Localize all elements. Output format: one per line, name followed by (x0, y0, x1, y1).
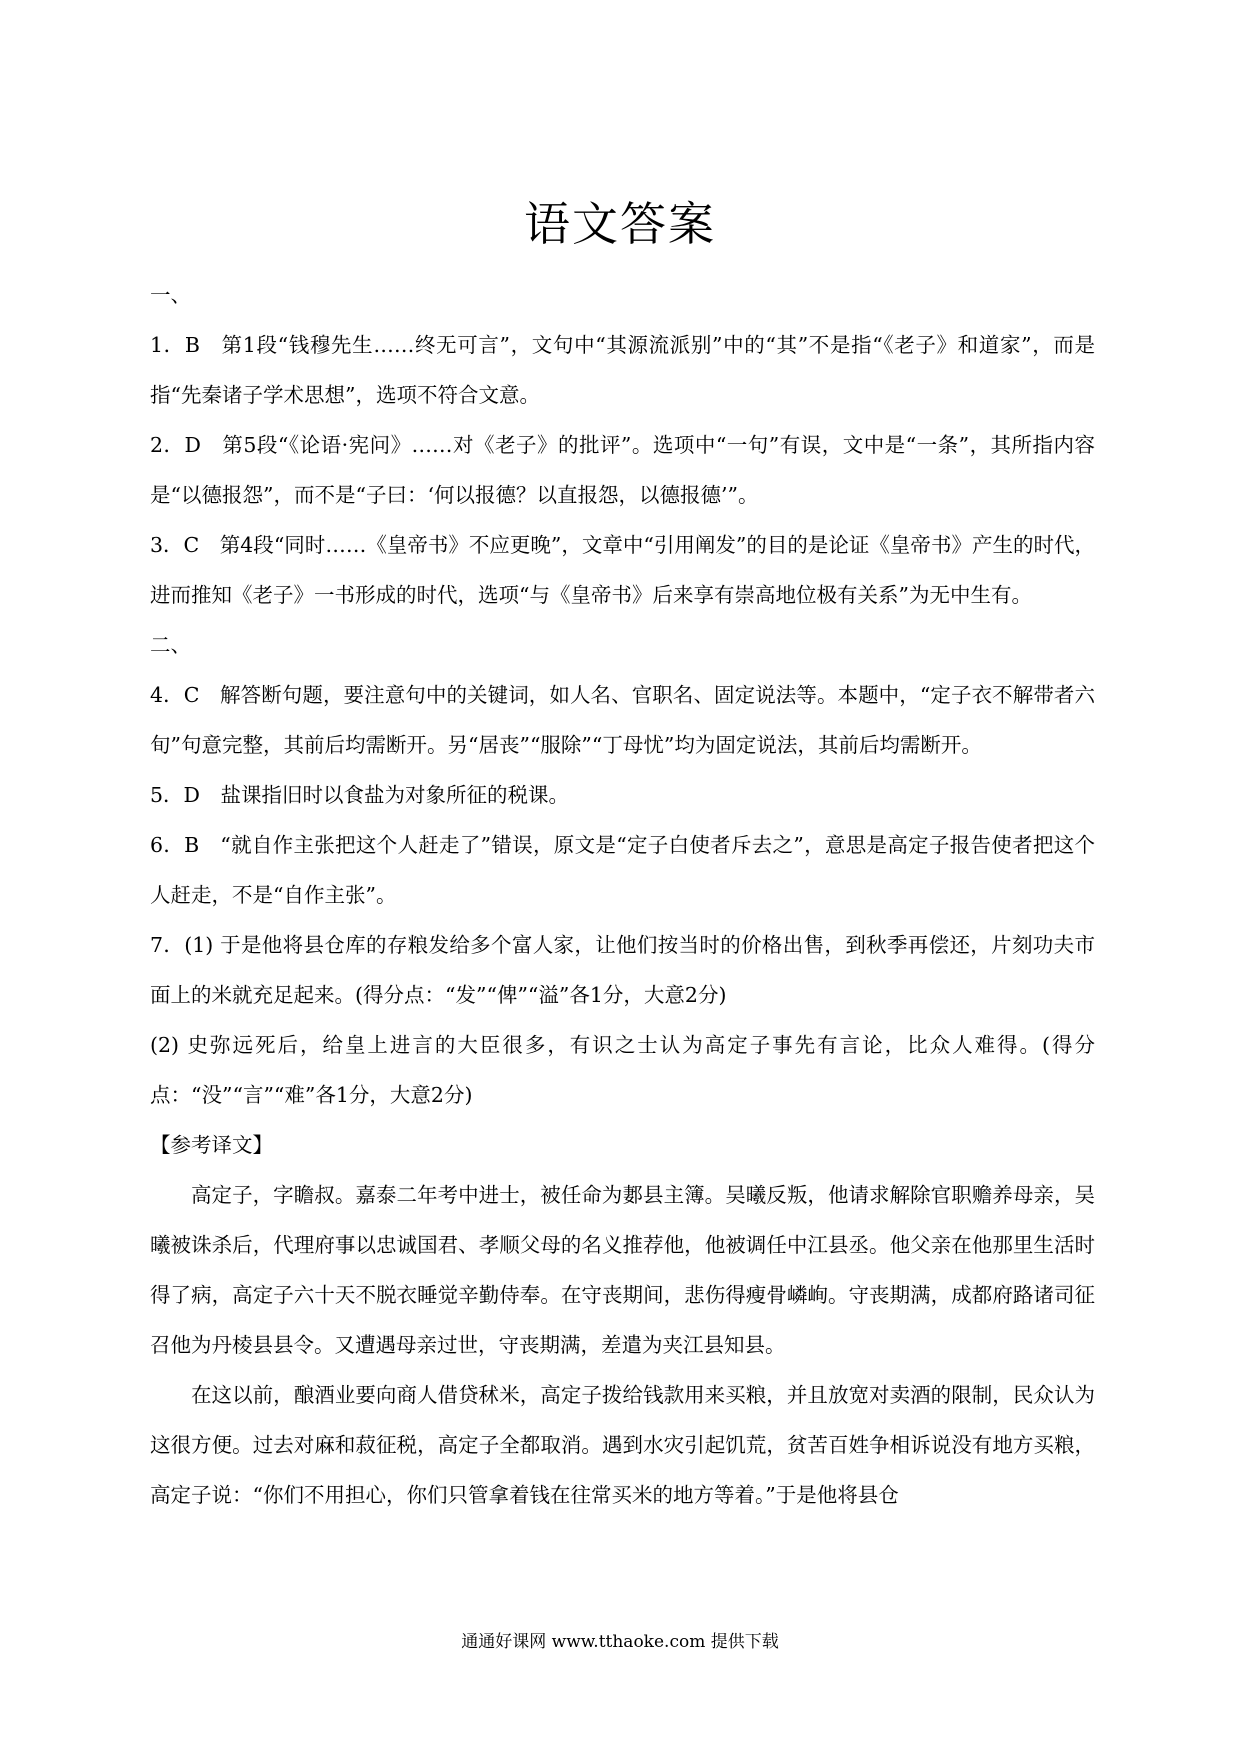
document-body (150, 270, 1095, 1520)
answer-4: 4．C 解答断句题，要注意句中的关键词，如人名、官职名、固定说法等。本题中，“定子衣不解带者六旬”句意完整，其前后均需断开。另“居丧”“服除”“丁母忧”均为固定说法，其前后均需断开。 (150, 683, 1095, 757)
document-title: 语文答案 (524, 197, 716, 251)
section-heading-1: 一、 (150, 283, 191, 307)
reference-translation-heading: 【参考译文】 (150, 1133, 273, 1157)
translation-paragraph-1: 高定子，字瞻叔。嘉泰二年考中进士，被任命为郪县主簿。吴曦反叛，他请求解除官职赡养母亲，吴曦被诛杀后，代理府事以忠诚国君、孝顺父母的名义推荐他，他被调任中江县丞。他父亲在他那里生活时得了病，高定子六十天不脱衣睡觉辛勤侍奉。在守丧期间，悲伤得瘦骨嶙峋。守丧期满，成都府路诸司征召他为丹棱县县令。又遭遇母亲过世，守丧期满，差遣为夹江县知县。 (150, 1183, 1095, 1357)
translation-paragraph-2: 在这以前，酿酒业要向商人借贷秫米，高定子拨给钱款用来买粮，并且放宽对卖酒的限制，民众认为这很方便。过去对麻和菽征税，高定子全都取消。遇到水灾引起饥荒，贫苦百姓争相诉说没有地方买粮，高定子说：“你们不用担心，你们只管拿着钱在往常买米的地方等着。”于是他将县仓 (150, 1383, 1095, 1507)
answer-6: 6．B “就自作主张把这个人赶走了”错误，原文是“定子白使者斥去之”，意思是高定子报告使者把这个人赶走，不是“自作主张”。 (150, 833, 1095, 907)
section-heading-2: 二、 (150, 633, 191, 657)
answer-3: 3．C 第4段“同时……《皇帝书》不应更晚”，文章中“引用阐发”的目的是论证《皇帝书》产生的时代，进而推知《老子》一书形成的时代，选项“与《皇帝书》后来享有崇高地位极有关系”为无中生有。 (150, 533, 1095, 607)
page-footer: 通通好课网 www.tthaoke.com 提供下载 (461, 1632, 779, 1652)
answer-7-part-1: 7．(1) 于是他将县仓库的存粮发给多个富人家，让他们按当时的价格出售，到秋季再偿还，片刻功夫市面上的米就充足起来。(得分点：“发”“俾”“溢”各1分，大意2分) (150, 933, 1095, 1007)
answer-2: 2．D 第5段“《论语·宪问》……对《老子》的批评”。选项中“一句”有误，文中是“一条”，其所指内容是“以德报怨”，而不是“子曰：‘何以报德？以直报怨，以德报德’”。 (150, 433, 1095, 507)
answer-7-part-2: (2) 史弥远死后，给皇上进言的大臣很多，有识之士认为高定子事先有言论，比众人难得。(得分点：“没”“言”“难”各1分，大意2分) (150, 1033, 1095, 1107)
answer-5: 5．D 盐课指旧时以食盐为对象所征的税课。 (150, 783, 569, 807)
answer-1: 1．B 第1段“钱穆先生……终无可言”，文句中“其源流派别”中的“其”不是指“《老子》和道家”，而是指“先秦诸子学术思想”，选项不符合文意。 (150, 333, 1095, 407)
